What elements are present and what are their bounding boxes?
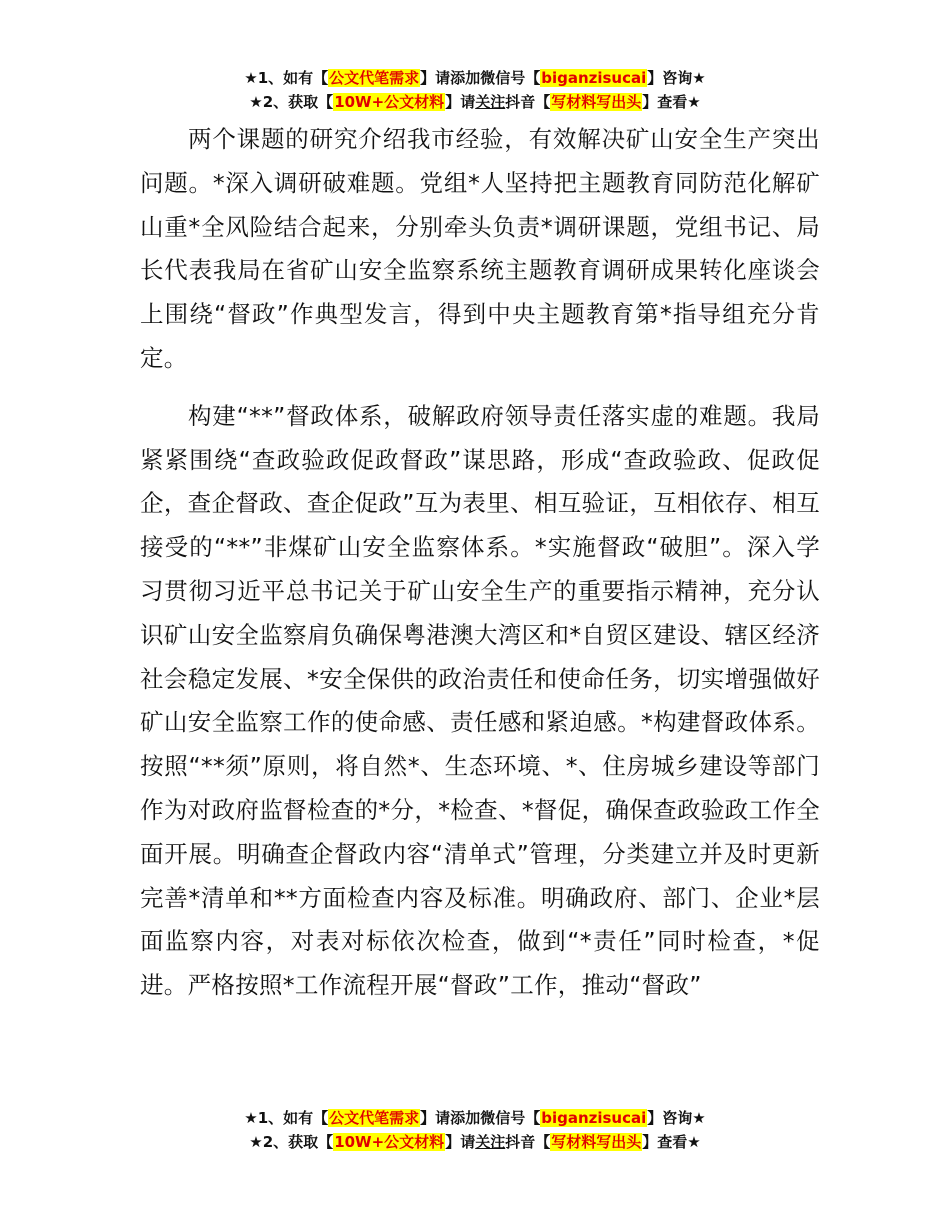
footer-banner-line-2 <box>0 1130 950 1154</box>
footer-highlight-ghostwriting: 公文代笔需求 <box>329 1109 420 1127</box>
banner-line-2-mid2: 抖音【 <box>505 93 551 111</box>
document-body <box>140 118 820 1008</box>
footer-line-2-prefix: ★2、获取【 <box>249 1133 334 1151</box>
banner-line-2-mid: 】请 <box>445 93 476 111</box>
footer-line-1-mid2: 微信号【 <box>480 1109 541 1127</box>
footer-highlight-wechat-id: biganzisucai <box>541 1109 647 1127</box>
banner-highlight-douyin-account: 写材料写出头 <box>551 93 642 111</box>
footer-line-1-mid: 】请添 <box>420 1109 466 1127</box>
footer-line-2-mid2: 抖音【 <box>505 1133 551 1151</box>
footer-line-1-emph: 加 <box>465 1109 481 1127</box>
footer-line-2-emph: 关注 <box>475 1133 506 1151</box>
banner-line-2-prefix: ★2、获取【 <box>249 93 334 111</box>
banner-line-2 <box>0 90 950 114</box>
banner-line-1-mid2: 微信号【 <box>480 69 541 87</box>
banner-line-1-mid: 】请添 <box>420 69 466 87</box>
footer-banner <box>0 1106 950 1154</box>
banner-line-2-suffix: 】查看★ <box>642 93 701 111</box>
footer-line-1-suffix: 】咨询★ <box>647 1109 706 1127</box>
banner-highlight-ghostwriting: 公文代笔需求 <box>329 69 420 87</box>
banner-line-2-emph: 关注 <box>475 93 506 111</box>
banner-highlight-materials: 10W+公文材料 <box>334 93 445 111</box>
header-banner <box>0 66 950 114</box>
banner-line-1-suffix: 】咨询★ <box>647 69 706 87</box>
footer-line-2-suffix: 】查看★ <box>642 1133 701 1151</box>
footer-highlight-douyin-account: 写材料写出头 <box>551 1133 642 1151</box>
banner-line-1 <box>0 66 950 90</box>
banner-highlight-wechat-id: biganzisucai <box>541 69 647 87</box>
footer-line-1-prefix: ★1、如有【 <box>244 1109 329 1127</box>
paragraph-2: 构建“**”督政体系，破解政府领导责任落实虚的难题。我局紧紧围绕“查政验政促政督政”谋思路，形成“查政验政、促政促企，查企督政、查企促政”互为表里、相互验证，互相依存、相互接受的“**”非煤矿山安全监察体系。*实施督政“破胆”。深入学习贯彻习近平总书记关于矿山安全生产的重要指示精神，充分认识矿山安全监察肩负确保粤港澳大湾区和*自贸区建设、辖区经济社会稳定发展、*安全保供的政治责任和使命任务，切实增强做好矿山安全监察工作的使命感、责任感和紧迫感。*构建督政体系。按照“**须”原则，将自然*、生态环境、*、住房城乡建设等部门作为对政府监督检查的*分，*检查、*督促，确保查政验政工作全面开展。明确查企督政内容“清单式”管理，分类建立并及时更新完善*清单和**方面检查内容及标准。明确政府、部门、企业*层面监察内容，对表对标依次检查，做到“*责任”同时检查，*促进。严格按照*工作流程开展“督政”工作，推动“督政” <box>140 401 820 1000</box>
footer-line-2-mid: 】请 <box>445 1133 476 1151</box>
paragraph-1: 两个课题的研究介绍我市经验，有效解决矿山安全生产突出问题。*深入调研破难题。党组*人坚持把主题教育同防范化解矿山重*全风险结合起来，分别牵头负责*调研课题，党组书记、局长代表我局在省矿山安全监察系统主题教育调研成果转化座谈会上围绕“督政”作典型发言，得到中央主题教育第*指导组充分肯定。 <box>140 125 820 372</box>
footer-highlight-materials: 10W+公文材料 <box>334 1133 445 1151</box>
banner-line-1-prefix: ★1、如有【 <box>244 69 329 87</box>
banner-line-1-emph: 加 <box>465 69 481 87</box>
footer-banner-line-1 <box>0 1106 950 1130</box>
